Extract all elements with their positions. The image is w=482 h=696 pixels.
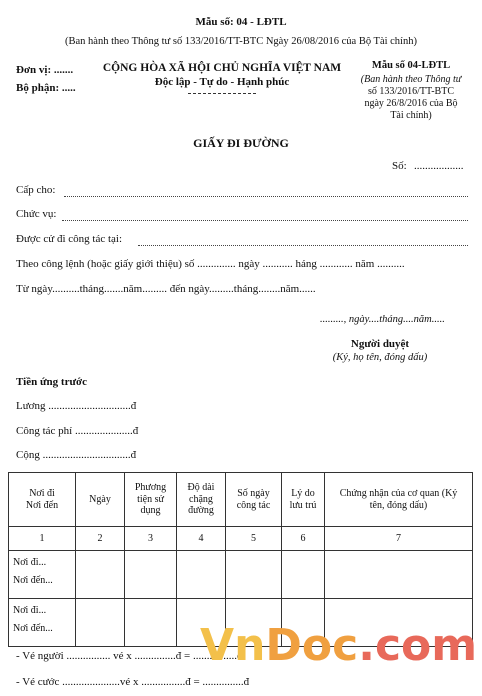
noi-den-text: Nơi đến... <box>13 574 53 586</box>
number-dots[interactable]: .................. <box>414 160 464 172</box>
col-number: 2 <box>76 527 125 551</box>
table-number-row <box>9 527 473 551</box>
table-cell[interactable] <box>125 551 177 599</box>
col-number: 4 <box>177 527 226 551</box>
motto: Độc lập - Tự do - Hạnh phúc <box>154 76 290 88</box>
noi-di-text: Nơi đi... <box>13 557 47 568</box>
table-cell[interactable] <box>325 551 473 599</box>
right-issued-line-4: Tài chính) <box>390 110 432 121</box>
ve-cuoc-line[interactable]: - Vé cước .....................vé x ................đ = ...............đ <box>16 676 250 688</box>
approver-title: Người duyệt <box>350 338 410 350</box>
table-cell[interactable] <box>125 599 177 647</box>
advance-luong[interactable]: Lương ..............................đ <box>16 400 137 412</box>
ve-nguoi-line[interactable]: - Vé người ................ vé x ...............đ = ................đ <box>16 650 243 662</box>
date-line[interactable]: ........., ngày....tháng....năm..... <box>320 314 445 325</box>
noi-di-text: Nơi đi... <box>13 605 47 616</box>
advance-title: Tiền ứng trước <box>16 376 88 388</box>
table-cell[interactable] <box>226 551 282 599</box>
table-cell[interactable] <box>282 551 325 599</box>
table-cell[interactable] <box>76 551 125 599</box>
form-code: Mẫu số: 04 - LĐTL <box>195 16 287 28</box>
col-header-noi-di: Nơi đi Nơi đến <box>9 473 76 527</box>
cap-cho-field[interactable] <box>64 196 468 197</box>
right-issued-line-1: (Ban hành theo Thông tư <box>360 74 462 85</box>
country-name: CỘNG HÒA XÃ HỘI CHỦ NGHĨA VIỆT NAM <box>102 62 342 74</box>
noi-di-den-cell[interactable] <box>9 551 76 599</box>
col-header-phuong-tien: Phương tiện sử dụng <box>125 473 177 527</box>
table-cell[interactable] <box>76 599 125 647</box>
number-label: Số: <box>392 160 407 172</box>
cap-cho-label: Cấp cho: <box>16 184 56 196</box>
approver-note: (Ký, họ tên, đóng dấu) <box>332 352 428 363</box>
col-header-do-dai: Độ dài chặng đường <box>177 473 226 527</box>
advance-cong[interactable]: Cộng ................................đ <box>16 449 137 461</box>
unit-label: Đơn vị: ....... <box>16 64 74 76</box>
dept-label: Bộ phận: ..... <box>16 82 76 94</box>
col-number: 7 <box>325 527 473 551</box>
cong-lenh-line[interactable]: Theo công lệnh (hoặc giấy giới thiệu) số .............. ngày ........... háng ............ năm .......... <box>16 258 405 270</box>
right-form-code: Mẫu số 04-LĐTL <box>371 60 451 71</box>
chuc-vu-field[interactable] <box>62 220 468 221</box>
document-title: GIẤY ĐI ĐƯỜNG <box>193 136 289 150</box>
tu-ngay-line[interactable]: Từ ngày..........tháng.......năm......... đến ngày.........tháng........năm...... <box>16 283 316 295</box>
duoc-cu-label: Được cử đi công tác tại: <box>16 233 123 245</box>
motto-underline <box>188 93 256 94</box>
right-issued-line-2: số 133/2016/TT-BTC <box>367 86 455 97</box>
duoc-cu-field[interactable] <box>138 245 468 246</box>
table-row[interactable] <box>9 551 473 599</box>
issued-by: (Ban hành theo Thông tư số 133/2016/TT-BTC Ngày 26/08/2016 của Bộ Tài chính) <box>65 36 417 47</box>
col-number: 3 <box>125 527 177 551</box>
col-header-ly-do: Lý do lưu trú <box>282 473 325 527</box>
noi-den-text: Nơi đến... <box>13 622 53 634</box>
table-header-row <box>9 473 473 527</box>
advance-cong-tac-phi[interactable]: Công tác phí .....................đ <box>16 425 139 437</box>
vndoc-watermark: VnDoc.com <box>200 620 478 671</box>
chuc-vu-label: Chức vụ: <box>16 208 57 220</box>
col-header-chung-nhan: Chứng nhận của cơ quan (Ký tên, đóng dấu) <box>325 473 473 527</box>
noi-di-den-cell[interactable] <box>9 599 76 647</box>
col-number: 6 <box>282 527 325 551</box>
col-number: 5 <box>226 527 282 551</box>
table-cell[interactable] <box>177 551 226 599</box>
col-number: 1 <box>9 527 76 551</box>
right-issued-line-3: ngày 26/8/2016 của Bộ <box>364 98 458 109</box>
col-header-ngay: Ngày <box>76 473 125 527</box>
col-header-so-ngay: Số ngày công tác <box>226 473 282 527</box>
